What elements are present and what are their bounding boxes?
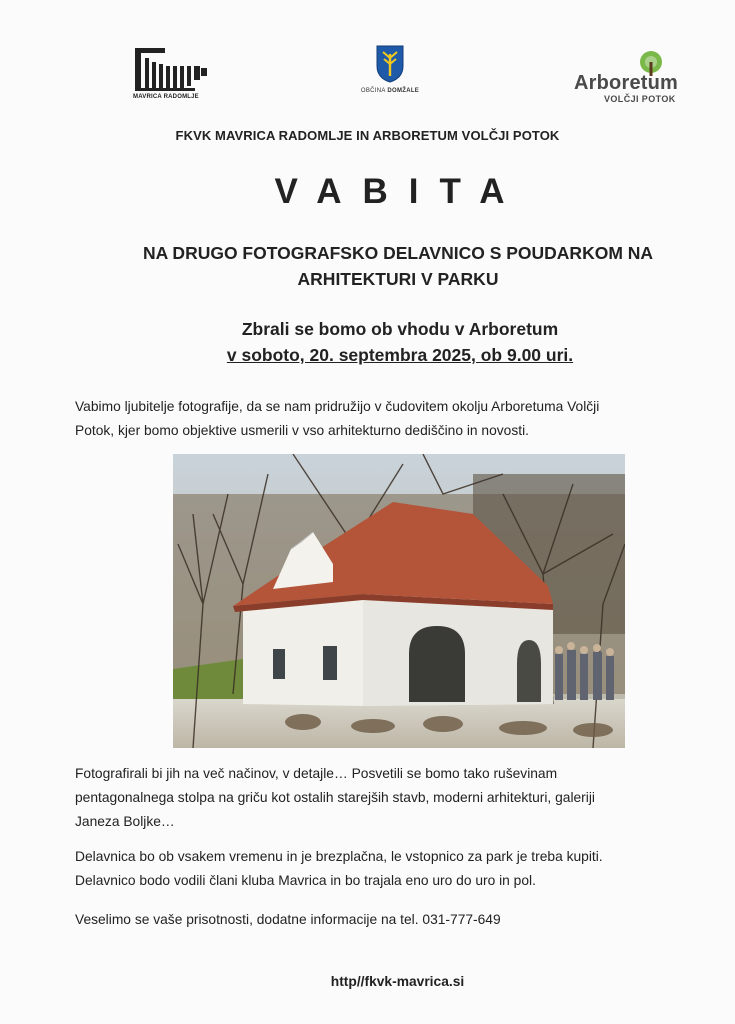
page-title: VABITA	[274, 172, 526, 211]
intro-paragraph	[75, 395, 655, 443]
website-link[interactable]: http//fkvk-mavrica.si	[330, 974, 465, 989]
activities-line-3: Janeza Boljke…	[75, 814, 175, 829]
logo-row	[0, 40, 735, 110]
details-line-2: Delavnico bodo vodili člani kluba Mavrica in bo trajala eno uro do uro in pol.	[75, 873, 536, 888]
meeting-place: Zbrali se bomo ob vhodu v Arboretum	[241, 319, 559, 339]
obcina-logo	[350, 42, 430, 108]
subtitle-line-1: NA DRUGO FOTOGRAFSKO DELAVNICO S POUDARKOM NA	[142, 243, 654, 263]
meeting-info	[100, 316, 700, 368]
workshop-details-paragraph	[75, 845, 735, 893]
arboretum-logo	[570, 50, 690, 106]
obcina-prefix: OBČINA	[360, 88, 386, 94]
intro-line-2: Potok, kjer bomo objektive usmerili v vso arhitekturno dediščino in novosti.	[75, 423, 529, 438]
details-line-1: Delavnica bo ob vsakem vremenu in je brezplačna, le vstopnico za park je treba kupiti.	[75, 849, 603, 864]
activities-line-1: Fotografirali bi jih na več načinov, v detajle… Posvetili se bomo tako ruševinam	[75, 766, 558, 781]
mavrica-logo-icon	[133, 46, 213, 94]
arboretum-sub: VOLČJI POTOK	[604, 94, 676, 104]
mavrica-logo-text: MAVRICA RADOMLJE	[133, 94, 199, 100]
obcina-logo-text	[350, 88, 430, 94]
coat-of-arms-icon	[375, 44, 405, 84]
activities-paragraph	[75, 762, 675, 834]
subtitle	[98, 240, 698, 292]
subtitle-line-2: ARHITEKTURI V PARKU	[297, 269, 499, 289]
intro-line-1: Vabimo ljubitelje fotografije, da se nam pridružijo v čudovitem okolju Arboretuma Volčji	[75, 399, 600, 414]
pavilion-photo	[173, 454, 625, 748]
activities-line-2: pentagonalnega stolpa na griču kot ostalih starejših stavb, moderni arhitekturi, galeriji	[75, 790, 595, 805]
contact-paragraph: Veselimo se vaše prisotnosti, dodatne informacije na tel. 031-777-649	[75, 912, 501, 927]
organizer-line: FKVK MAVRICA RADOMLJE IN ARBORETUM VOLČJI POTOK	[175, 128, 560, 143]
mavrica-logo	[133, 46, 213, 104]
arboretum-word: Arboretum	[574, 72, 679, 94]
obcina-bold: DOMŽALE	[387, 88, 420, 94]
meeting-date: v soboto, 20. septembra 2025, ob 9.00 uri.	[226, 345, 574, 365]
pavilion-photo-image	[173, 454, 625, 748]
